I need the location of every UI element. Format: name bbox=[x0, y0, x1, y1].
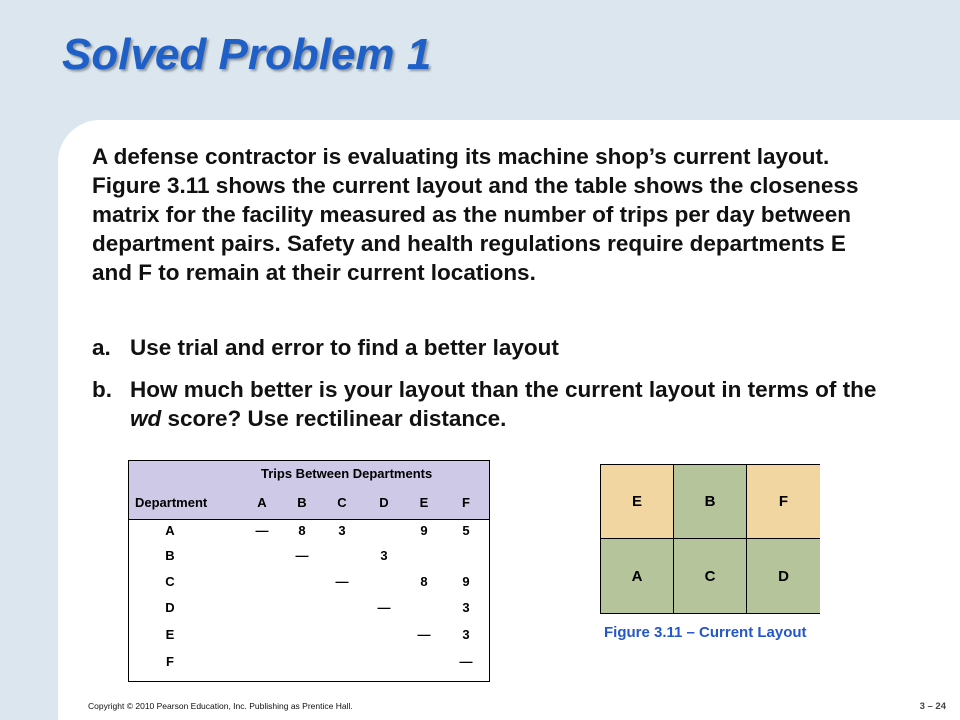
trips-table bbox=[128, 460, 490, 682]
table-row bbox=[129, 523, 489, 543]
grid-cell-e bbox=[601, 465, 674, 539]
current-layout-grid bbox=[600, 464, 820, 614]
table-cell: — bbox=[255, 523, 269, 538]
grid-label: D bbox=[778, 567, 789, 585]
trips-table-header bbox=[129, 461, 489, 520]
table-cell: 3 bbox=[462, 627, 470, 642]
grid-cell-c bbox=[674, 539, 747, 613]
table-cell: 3 bbox=[380, 548, 388, 563]
task-b-text-after: score? Use rectilinear distance. bbox=[161, 406, 507, 431]
table-cell: 5 bbox=[462, 523, 470, 538]
grid-label: B bbox=[704, 493, 716, 510]
table-row bbox=[129, 574, 489, 594]
table-row bbox=[129, 654, 489, 674]
task-b-letter: b. bbox=[92, 377, 112, 402]
row-dept: B bbox=[165, 548, 175, 563]
header-e: E bbox=[419, 495, 429, 510]
row-dept: D bbox=[165, 600, 175, 615]
trips-table-caption: Trips Between Departments bbox=[261, 466, 433, 481]
table-cell: 3 bbox=[338, 523, 346, 538]
table-cell: 8 bbox=[298, 523, 306, 538]
table-row bbox=[129, 600, 489, 620]
header-f: F bbox=[462, 495, 470, 510]
header-a: A bbox=[257, 495, 267, 510]
task-b-text-italic: wd bbox=[130, 406, 162, 431]
header-b: B bbox=[297, 495, 307, 510]
grid-label: C bbox=[704, 567, 716, 585]
table-cell: — bbox=[377, 600, 391, 615]
grid-cell-d bbox=[747, 539, 820, 613]
task-b bbox=[92, 375, 892, 433]
table-cell: — bbox=[417, 627, 431, 642]
grid-label: E bbox=[631, 493, 642, 510]
header-c: C bbox=[337, 495, 347, 510]
figure-caption: Figure 3.11 – Current Layout bbox=[604, 624, 807, 641]
grid-cell-b bbox=[674, 465, 747, 539]
grid-label: A bbox=[631, 567, 643, 585]
table-row bbox=[129, 548, 489, 568]
header-department: Department bbox=[135, 495, 208, 510]
row-dept: A bbox=[165, 523, 175, 538]
table-cell: 3 bbox=[462, 600, 470, 615]
table-cell: — bbox=[295, 548, 309, 563]
trips-table-header-row bbox=[129, 495, 489, 513]
table-cell: — bbox=[459, 654, 473, 669]
table-cell: 9 bbox=[462, 574, 470, 589]
copyright-notice: Copyright © 2010 Pearson Education, Inc. Publishing as Prentice Hall. bbox=[88, 701, 353, 711]
table-row bbox=[129, 627, 489, 647]
task-a bbox=[92, 333, 892, 362]
grid-label: F bbox=[778, 493, 789, 510]
task-b-text bbox=[130, 375, 892, 433]
grid-cell-f bbox=[747, 465, 820, 539]
task-a-text: Use trial and error to find a better layout bbox=[130, 335, 559, 360]
problem-statement: A defense contractor is evaluating its machine shop’s current layout. Figure 3.11 shows the current layout and the table shows the closeness matrix for the facility measured as the number of trips per day between department pairs. Safety and health regulations require departments E and F to remain at their current locations. bbox=[92, 144, 859, 285]
table-cell: — bbox=[335, 574, 349, 589]
table-cell: 8 bbox=[420, 574, 428, 589]
header-d: D bbox=[379, 495, 389, 510]
task-a-letter: a. bbox=[92, 335, 111, 360]
row-dept: F bbox=[166, 654, 174, 669]
slide-number: 3 – 24 bbox=[919, 701, 946, 712]
task-b-text-before: How much better is your layout than the current layout in terms of the bbox=[130, 377, 877, 402]
grid-cell-a bbox=[601, 539, 674, 613]
row-dept: C bbox=[165, 574, 175, 589]
row-dept: E bbox=[165, 627, 175, 642]
table-cell: 9 bbox=[420, 523, 428, 538]
slide-title: Solved Problem 1 bbox=[62, 30, 432, 79]
